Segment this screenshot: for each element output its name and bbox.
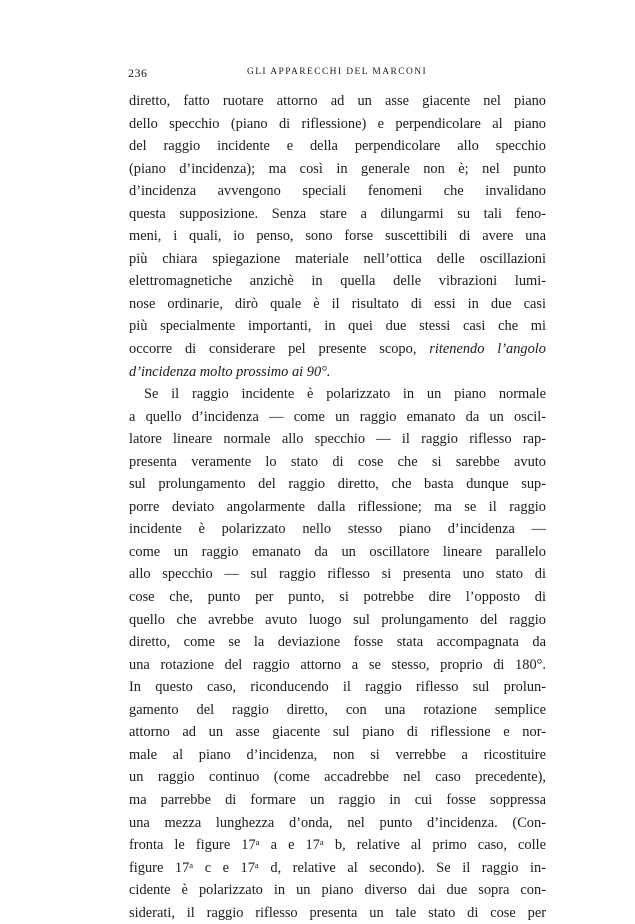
text-line: diretto, come se la deviazione fosse stata accompagnata da bbox=[129, 634, 546, 651]
text-line: presenta veramente lo stato di cose che si sarebbe avuto bbox=[129, 453, 546, 470]
text-line: nose ordinarie, dirò quale è il risultato di essi in due casi bbox=[129, 295, 546, 312]
text-line: a quello d’incidenza — come un raggio emanato da un oscil- bbox=[129, 408, 546, 425]
text-line: fronta le figure 17ᵃ a e 17ᵃ b, relative al primo caso, colle bbox=[129, 837, 546, 854]
text-line: allo specchio — sul raggio riflesso si presenta uno stato di bbox=[129, 566, 546, 583]
text-line: siderati, il raggio riflesso presenta un tale stato di cose per bbox=[129, 904, 546, 921]
text-line: più specialmente importanti, in quei due stessi casi che mi bbox=[129, 318, 546, 335]
text-line: elettromagnetiche anzichè in quella delle vibrazioni lumi- bbox=[129, 273, 546, 290]
text-line: un raggio continuo (come accadrebbe nel caso precedente), bbox=[129, 769, 546, 786]
text-line: In questo caso, riconducendo il raggio riflesso sul prolun- bbox=[129, 679, 546, 696]
text-line: porre deviato angolarmente dalla riflessione; ma se il raggio bbox=[129, 498, 546, 515]
body-text bbox=[129, 90, 546, 924]
text-line: cidente è polarizzato in un piano diverso dai due sopra con- bbox=[129, 882, 546, 899]
text-line: incidente è polarizzato nello stesso piano d’incidenza — bbox=[129, 521, 546, 538]
text-line: questa supposizione. Senza stare a dilungarmi su tali feno- bbox=[129, 205, 546, 222]
text-line: Se il raggio incidente è polarizzato in un piano normale bbox=[144, 386, 546, 403]
text-line: una rotazione del raggio attorno a se stesso, proprio di 180°. bbox=[129, 656, 546, 673]
text-line: quello che avrebbe avuto luogo sul prolungamento del raggio bbox=[129, 611, 546, 628]
text-line: sul prolungamento del raggio diretto, che basta dunque sup- bbox=[129, 476, 546, 493]
text-line: d’incidenza avvengono speciali fenomeni che invalidano bbox=[129, 183, 546, 200]
text-line: cose che, punto per punto, si potrebbe dire l’opposto di bbox=[129, 589, 546, 606]
text-line-italic: d’incidenza molto prossimo ai 90°. bbox=[129, 363, 331, 380]
text-line: più chiara spiegazione materiale nell’ottica delle oscillazioni bbox=[129, 250, 546, 267]
text-line: diretto, fatto ruotare attorno ad un asse giacente nel piano bbox=[129, 93, 546, 109]
running-title: GLI APPARECCHI DEL MARCONI bbox=[246, 67, 428, 77]
text-line: ma parrebbe di formare un raggio in cui fosse soppressa bbox=[129, 791, 546, 808]
text-line: meni, i quali, io penso, sono forse suscettibili di avere una bbox=[129, 228, 546, 245]
italic-text-segment: ritenendo l’angolo bbox=[429, 341, 546, 358]
text-line: gamento del raggio diretto, con una rotazione semplice bbox=[129, 701, 546, 718]
text-line: una mezza lunghezza d’onda, nel punto d’incidenza. (Con- bbox=[129, 814, 546, 831]
text-line-mixed bbox=[129, 338, 546, 361]
text-line: come un raggio emanato da un oscillatore lineare parallelo bbox=[129, 543, 546, 560]
page-header bbox=[128, 66, 546, 82]
text-line: dello specchio (piano di riflessione) e perpendicolare al piano bbox=[129, 115, 546, 132]
text-line: male al piano d’incidenza, non si verrebbe a ricostituire bbox=[129, 746, 546, 763]
text-segment: occorre di considerare pel presente scopo, bbox=[129, 341, 417, 358]
text-line: del raggio incidente e della perpendicolare allo specchio bbox=[129, 138, 546, 155]
page-number: 236 bbox=[128, 66, 148, 80]
text-line: figure 17ᵃ c e 17ᵃ d, relative al secondo). Se il raggio in- bbox=[129, 859, 546, 876]
text-line: latore lineare normale allo specchio — il raggio riflesso rap- bbox=[129, 431, 546, 448]
text-line: (piano d’incidenza); ma così in generale non è; nel punto bbox=[129, 160, 546, 177]
text-line: attorno ad un asse giacente sul piano di riflessione e nor- bbox=[129, 724, 546, 741]
